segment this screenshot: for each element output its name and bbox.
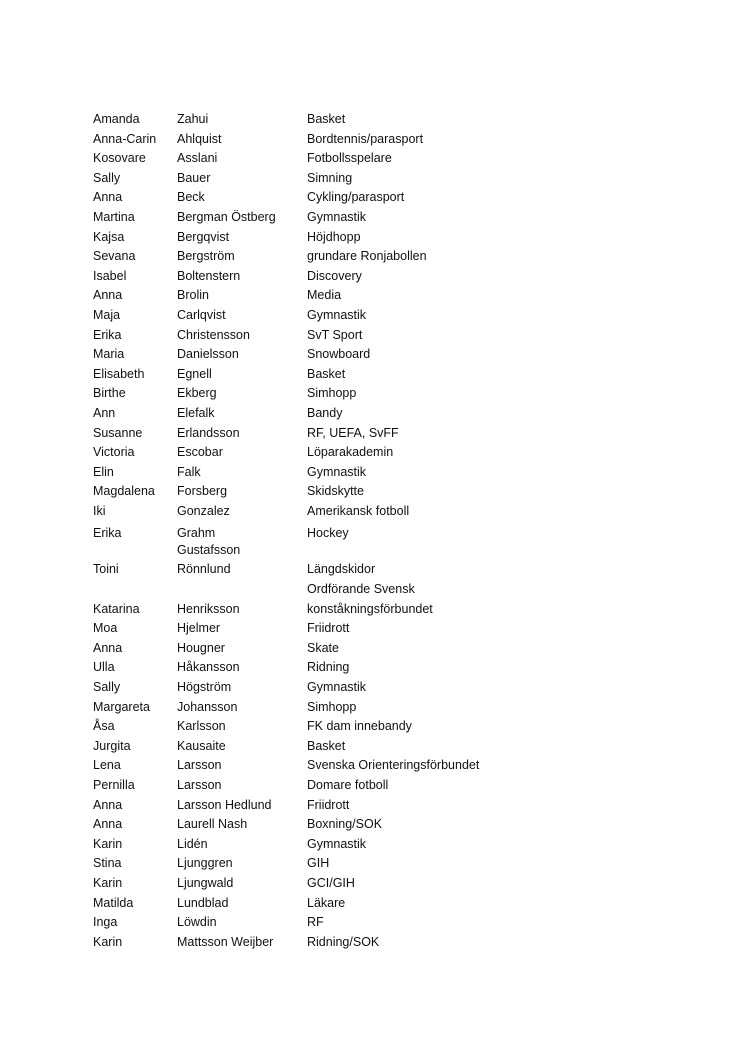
role: Gymnastik [307, 836, 367, 851]
first-name: Anna [93, 817, 123, 832]
role: Friidrott [307, 621, 350, 636]
first-name: Susanne [93, 425, 143, 440]
first-name: Anna-Carin [93, 131, 157, 146]
role: Längdskidor [307, 562, 376, 577]
first-name: Lena [93, 758, 121, 773]
last-name: Ekberg [177, 386, 217, 401]
last-name: Larsson Hedlund [177, 797, 272, 812]
table-row [93, 404, 567, 424]
table-row [93, 698, 567, 718]
last-name: Forsberg [177, 484, 228, 499]
list-section-1 [93, 110, 567, 521]
role: Skate [307, 640, 339, 655]
first-name: Karin [93, 836, 123, 851]
first-name: Ulla [93, 660, 115, 675]
first-name: Jurgita [93, 738, 131, 753]
last-name: Högström [177, 680, 232, 695]
table-row [93, 913, 567, 933]
last-name: Lundblad [177, 895, 229, 910]
last-name [177, 525, 307, 559]
first-name: Sally [93, 170, 121, 185]
role: Cykling/parasport [307, 190, 405, 205]
first-name: Magdalena [93, 484, 155, 499]
last-name: Håkansson [177, 660, 240, 675]
last-name: Hougner [177, 640, 225, 655]
role: Läkare [307, 895, 346, 910]
last-name: Falk [177, 464, 201, 479]
table-row [93, 796, 567, 816]
last-name: Gonzalez [177, 503, 230, 518]
table-row [93, 835, 567, 855]
last-name: Beck [177, 190, 205, 205]
table-row [93, 169, 567, 189]
table-row [93, 619, 567, 639]
last-name: Bergqvist [177, 229, 230, 244]
table-row [93, 933, 567, 953]
first-name: Sevana [93, 249, 136, 264]
last-name: Bauer [177, 170, 211, 185]
role: Hockey [307, 526, 349, 541]
last-name: Johansson [177, 699, 238, 714]
role: Simhopp [307, 386, 357, 401]
table-row [93, 463, 567, 483]
last-name: Elefalk [177, 405, 215, 420]
first-name: Victoria [93, 445, 135, 460]
role: Ridning [307, 660, 350, 675]
first-name: Sally [93, 680, 121, 695]
role-line-1: Ordförande Svensk [307, 582, 415, 597]
last-name: Egnell [177, 366, 212, 381]
table-row [93, 560, 567, 580]
role: Skidskytte [307, 484, 364, 499]
table-row [93, 580, 567, 619]
first-name: Anna [93, 190, 123, 205]
role: Gymnastik [307, 209, 367, 224]
table-row [93, 247, 567, 267]
first-name: Karin [93, 934, 123, 949]
table-row [93, 286, 567, 306]
last-name: Karlsson [177, 719, 226, 734]
name-list [93, 110, 567, 952]
table-row [93, 737, 567, 757]
last-name: Brolin [177, 288, 209, 303]
table-row [93, 874, 567, 894]
first-name: Iki [93, 503, 106, 518]
last-name: Lidén [177, 836, 208, 851]
last-name: Rönnlund [177, 562, 231, 577]
role: Basket [307, 366, 346, 381]
last-name: Henriksson [177, 601, 240, 616]
table-row [93, 306, 567, 326]
first-name: Maja [93, 307, 121, 322]
role: Gymnastik [307, 307, 367, 322]
first-name: Ann [93, 405, 116, 420]
table-row [93, 443, 567, 463]
last-name: Bergström [177, 249, 235, 264]
last-name: Asslani [177, 151, 218, 166]
last-name-line-2: Gustafsson [177, 543, 241, 558]
role: GIH [307, 856, 330, 871]
role [307, 580, 567, 619]
first-name: Karin [93, 875, 123, 890]
role: Media [307, 288, 342, 303]
first-name: Anna [93, 797, 123, 812]
role: Snowboard [307, 347, 371, 362]
table-row [93, 894, 567, 914]
table-row [93, 678, 567, 698]
role-line-2: konståkningsförbundet [307, 601, 433, 616]
first-name: Martina [93, 209, 135, 224]
role: grundare Ronjabollen [307, 249, 427, 264]
table-row [93, 639, 567, 659]
table-row [93, 658, 567, 678]
first-name: Stina [93, 856, 122, 871]
last-name: Ahlquist [177, 131, 222, 146]
first-name: Erika [93, 526, 122, 541]
role: Ridning/SOK [307, 934, 380, 949]
first-name: Erika [93, 327, 122, 342]
role: SvT Sport [307, 327, 363, 342]
first-name: Toini [93, 562, 119, 577]
last-name: Hjelmer [177, 621, 221, 636]
first-name: Katarina [93, 601, 140, 616]
role: Basket [307, 738, 346, 753]
role: FK dam innebandy [307, 719, 412, 734]
role: RF, UEFA, SvFF [307, 425, 399, 440]
table-row [93, 188, 567, 208]
list-section-2 [93, 619, 567, 952]
first-name: Anna [93, 288, 123, 303]
last-name-line-1: Grahm [177, 526, 216, 541]
table-row [93, 130, 567, 150]
role: Friidrott [307, 797, 350, 812]
table-row [93, 854, 567, 874]
table-row [93, 345, 567, 365]
last-name: Erlandsson [177, 425, 240, 440]
last-name: Bergman Östberg [177, 209, 276, 224]
last-name: Ljungwald [177, 875, 234, 890]
last-name: Christensson [177, 327, 250, 342]
role: Höjdhopp [307, 229, 361, 244]
table-row [93, 502, 567, 522]
first-name: Margareta [93, 699, 150, 714]
first-name: Birthe [93, 386, 126, 401]
table-row [93, 717, 567, 737]
table-row [93, 482, 567, 502]
first-name: Matilda [93, 895, 134, 910]
first-name: Moa [93, 621, 118, 636]
table-row [93, 756, 567, 776]
first-name: Pernilla [93, 778, 135, 792]
first-name: Kosovare [93, 151, 146, 166]
role: Bandy [307, 405, 343, 420]
last-name: Carlqvist [177, 307, 226, 322]
role: Löparakademin [307, 445, 394, 460]
last-name: Laurell Nash [177, 817, 248, 832]
last-name: Escobar [177, 445, 223, 460]
role: Gymnastik [307, 680, 367, 695]
table-row [93, 110, 567, 130]
first-name: Anna [93, 640, 123, 655]
role: GCI/GIH [307, 875, 355, 890]
role: Gymnastik [307, 464, 367, 479]
role: Simhopp [307, 699, 357, 714]
table-row [93, 228, 567, 248]
first-name: Åsa [93, 719, 115, 734]
last-name: Larsson [177, 778, 222, 792]
table-row [93, 815, 567, 835]
table-row [93, 326, 567, 346]
first-name: Kajsa [93, 229, 125, 244]
role: Boxning/SOK [307, 817, 383, 832]
first-name: Amanda [93, 112, 140, 126]
role: Fotbollsspelare [307, 151, 392, 166]
role: Simning [307, 170, 353, 185]
last-name: Danielsson [177, 347, 239, 362]
table-row [93, 365, 567, 385]
last-name: Löwdin [177, 915, 217, 930]
last-name: Larsson [177, 758, 222, 773]
first-name: Inga [93, 915, 118, 930]
last-name: Zahui [177, 112, 209, 126]
table-row [93, 149, 567, 169]
table-row [93, 776, 567, 796]
role: Svenska Orienteringsförbundet [307, 758, 480, 773]
table-row [93, 267, 567, 287]
role: Amerikansk fotboll [307, 503, 410, 518]
role: Basket [307, 112, 346, 126]
role: Discovery [307, 268, 362, 283]
table-row [93, 424, 567, 444]
last-name: Mattsson Weijber [177, 934, 274, 949]
role: Bordtennis/parasport [307, 131, 424, 146]
first-name: Maria [93, 347, 125, 362]
table-row [93, 521, 567, 560]
last-name: Ljunggren [177, 856, 233, 871]
last-name: Kausaite [177, 738, 226, 753]
first-name: Isabel [93, 268, 127, 283]
role: RF [307, 915, 324, 930]
last-name: Boltenstern [177, 268, 241, 283]
first-name: Elin [93, 464, 114, 479]
table-row [93, 208, 567, 228]
role: Domare fotboll [307, 778, 389, 792]
table-row [93, 384, 567, 404]
first-name: Elisabeth [93, 366, 145, 381]
